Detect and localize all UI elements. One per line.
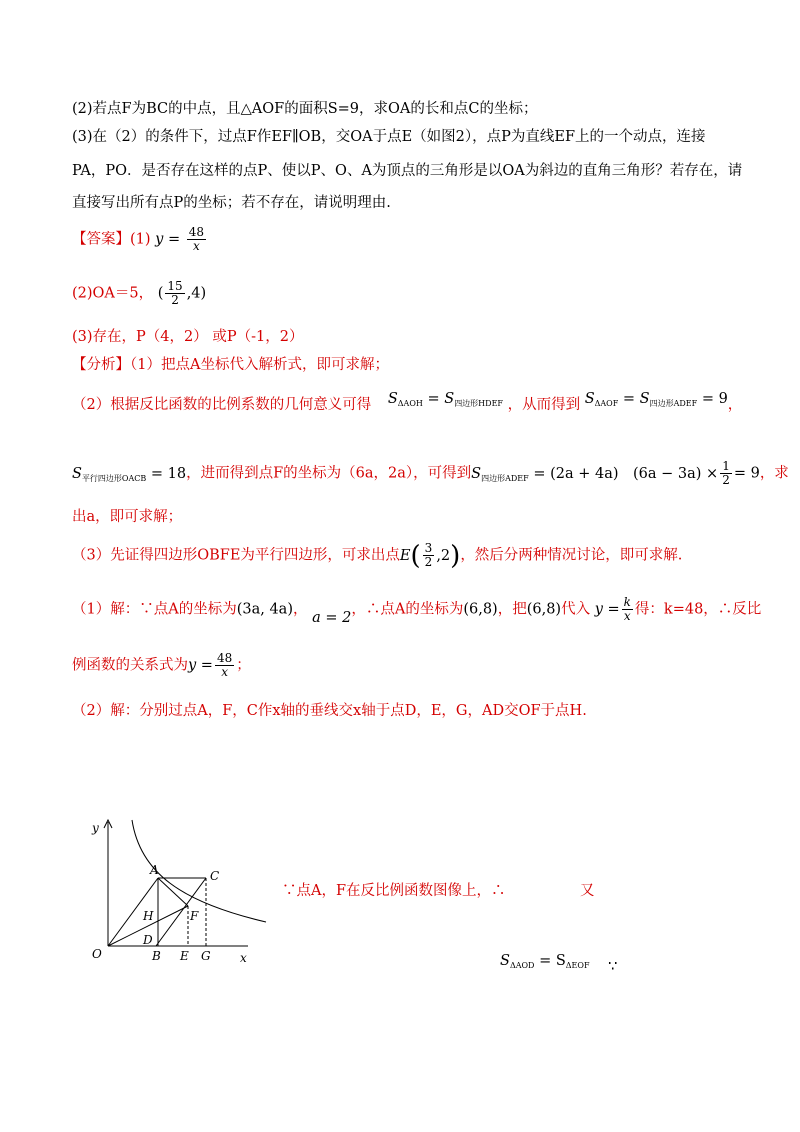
analysis-2-text-b: ，从而得到	[507, 397, 581, 413]
label-b: B	[152, 949, 161, 963]
bottom-because: ∵	[608, 959, 618, 975]
label-y: y	[92, 821, 99, 835]
answer-3: (3)存在，P（4，2） 或P（-1，2）	[72, 329, 304, 345]
solution-1-text-a: （1）解：∵点A的坐标为	[72, 601, 237, 618]
bottom-equation: $S_{\Delta AOD} = S_{\Delta EOF}$ ∵	[500, 953, 618, 975]
question-3-line-2: PA，PO．是否存在这样的点P、使以P、O、A为顶点的三角形是以OA为斜边的直角三角形？若存在，请	[72, 163, 743, 179]
solution-1-fraction: $\frac{k}{x}$	[623, 595, 631, 623]
analysis-3-eq1: $S_{平行四边形OACB} = 18$	[72, 465, 187, 483]
answer-2: (2)OA＝5， ( $\frac{15}{2}$ ,4)	[72, 279, 207, 307]
analysis-2: （2）根据反比函数的比例系数的几何意义可得 $S_{\Delta AOH} = S_{四边形HDEF}$ ，从而得到 $S_{\Delta AOF} = S_{四边形ADEF} = 9$，	[72, 388, 742, 416]
question-3-line-1: (3)在（2）的条件下，过点F作EF∥OB，交OA于点E（如图2），点P为直线EF上的一个动点，连接	[72, 129, 706, 145]
bottom-you: 又	[580, 883, 595, 899]
analysis-3: $S_{平行四边形OACB} = 18$，进而得到点F的坐标为（6a，2a），可得到$S_{四边形ADEF} = (2a + 4a)$ (6a − 3a) × $\frac{1}{2}$ = 9，求	[72, 459, 789, 487]
solution-1-coord: (3a, 4a)	[236, 601, 293, 618]
answer-2-coord-fraction: $\frac{15}{2}$	[167, 279, 183, 307]
solution-1-y: y =	[594, 601, 620, 618]
label-a: A	[150, 863, 159, 877]
solution-1: （1）解：∵点A的坐标为(3a, 4a)， a = 2，∴点A的坐标为(6,8)，把(6,8)代入 y = $\frac{k}{x}$ 得：k=48，∴反比	[72, 596, 761, 629]
analysis-1	[72, 354, 389, 376]
label-o: O	[92, 947, 102, 961]
analysis-4-text-a: （3）先证得四边形OBFE为平行四边形，可求出点	[72, 547, 400, 564]
label-h: H	[143, 909, 154, 923]
solution-1-line-2-text: 例函数的关系式为	[72, 657, 188, 674]
bottom-text: ∵点A，F在反比例函数图像上，∴	[282, 883, 506, 899]
solution-1-point: (6,8)	[463, 601, 498, 618]
solution-1-text-e: 得：k=48，∴反比	[634, 601, 762, 618]
label-c: C	[210, 869, 220, 883]
analysis-4-text-b: ，然后分两种情况讨论，即可求解.	[460, 547, 683, 564]
analysis-3-line-2: 出a，即可求解；	[72, 509, 183, 525]
analysis-4	[72, 542, 682, 569]
segment-cb	[156, 878, 206, 946]
solution-1-line-2: 例函数的关系式为y = $\frac{48}{x}$ ；	[72, 651, 251, 679]
label-e: E	[180, 949, 189, 963]
analysis-1-text: （1）把点A坐标代入解析式，即可求解；	[130, 357, 389, 373]
solution-2: （2）解：分别过点A，F，C作x轴的垂线交x轴于点D，E，G，AD交OF于点H.	[72, 703, 587, 719]
solution-1-text-b: ，∴点A的坐标为	[351, 601, 464, 618]
analysis-4-point-e: E( $\frac{3}{2}$ ,2)	[399, 540, 461, 571]
question-2: (2)若点F为BC的中点，且△AOF的面积S=9，求OA的长和点C的坐标；	[72, 101, 538, 117]
label-x: x	[240, 951, 247, 965]
analysis-2-eq2: $S_{\Delta AOF} = S_{四边形ADEF} = 9$	[584, 391, 728, 408]
analysis-3-eq2: $S_{四边形ADEF} = (2a + 4a)$ (6a − 3a) ×	[471, 465, 719, 483]
analysis-2-text-a: （2）根据反比函数的比例系数的几何意义可得	[72, 397, 372, 413]
solution-1-a-value: a = 2	[312, 609, 352, 626]
answer-1-fraction: $\frac{48}{x}$	[188, 225, 204, 253]
label-g: G	[201, 949, 211, 963]
geometry-figure	[80, 812, 270, 972]
analysis-label: 【分析】	[72, 357, 130, 373]
question-3-line-3: 直接写出所有点P的坐标；若不存在，请说明理由.	[72, 195, 391, 211]
analysis-2-eq1: $S_{\Delta AOH} = S_{四边形HDEF}$	[387, 391, 503, 408]
label-d: D	[143, 933, 153, 947]
solution-1-line-2-fraction: $\frac{48}{x}$	[216, 651, 233, 679]
analysis-3-half: $\frac{1}{2}$	[722, 459, 730, 487]
analysis-3-text: ，进而得到点F的坐标为（6a，2a），可得到	[186, 465, 472, 482]
answer-2-text: (2)OA＝5，	[72, 285, 154, 302]
answer-1	[72, 226, 208, 253]
label-f: F	[190, 909, 199, 923]
answer-label: 【答案】	[72, 231, 130, 248]
answer-1-prefix: (1)	[130, 231, 151, 248]
answer-1-y: y =	[155, 231, 181, 248]
